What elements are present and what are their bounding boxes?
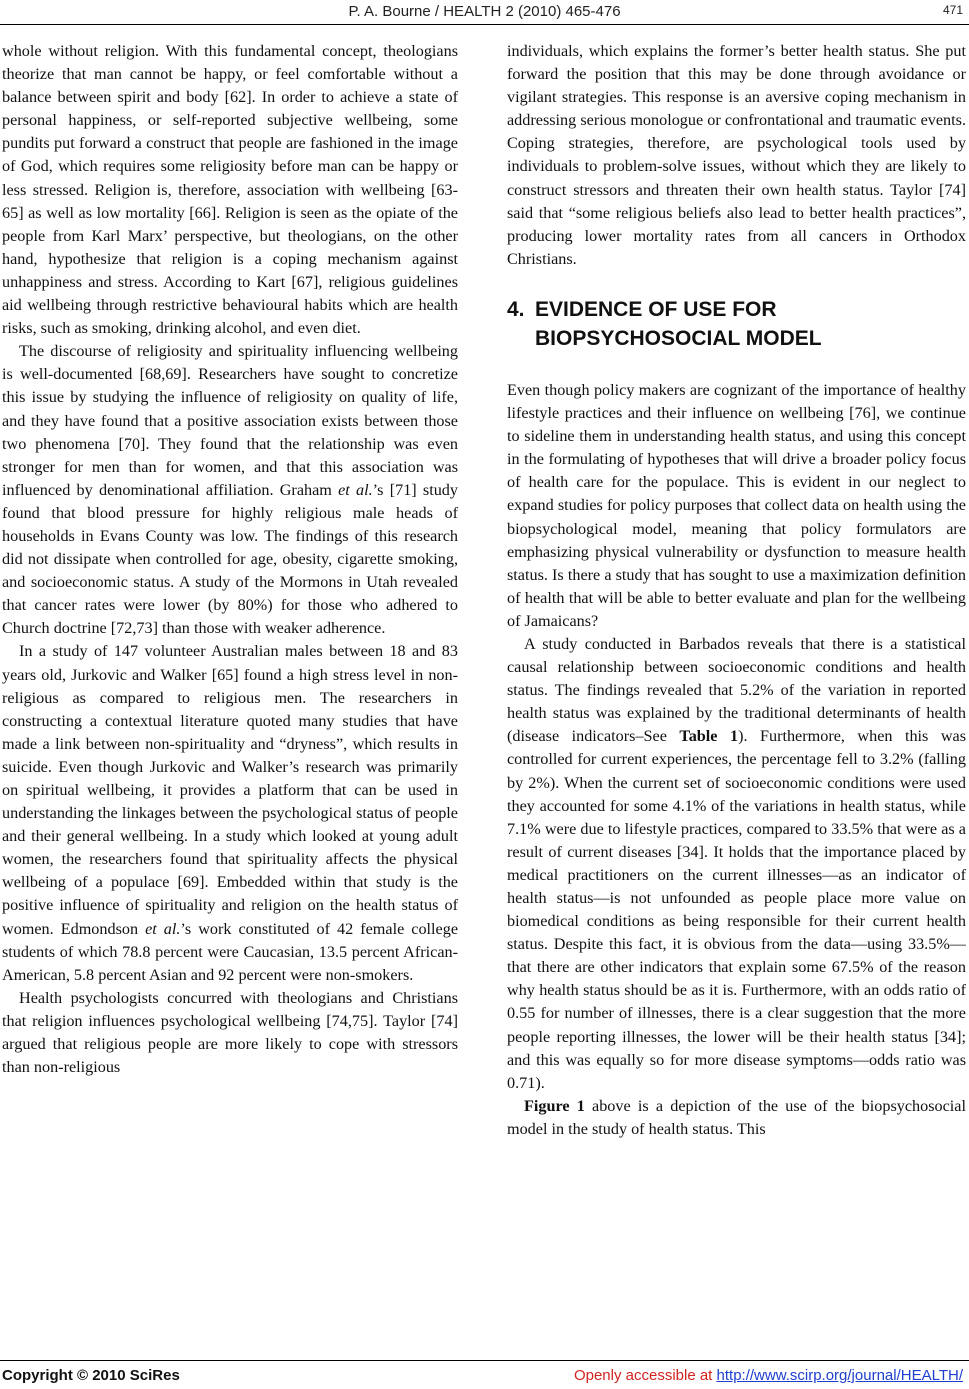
journal-link[interactable]: http://www.scirp.org/journal/HEALTH/ [716,1367,963,1384]
access-label: Openly accessible at [573,1367,717,1384]
paragraph-text: ’s work constituted of 42 female college students of which 78.8 percent were Caucasian, 13.5 percent African-American, 5.8 percent Asian and 92 percent were non-smokers. [2,919,458,984]
right-paragraph-3 [507,633,966,1095]
paragraph-text: ). Furthermore, when this was controlled for current experiences, the percentage fell to 3.2% (falling by 2%). When the current set of socioeconomic conditions were used they accounted for some 4.1% of the variations in health status, while 7.1% were due to lifestyle practices, compared to 33.5% that were as a result of current diseases [34]. It holds that the importance placed by medical practitioners on the current illnesses—as an indicator of health status—is not unfounded as people place more value on biomedical conditions as being responsible for their current health status. Despite this fact, it is obvious from the data—using 33.5%—that there are other indicators that explain some 67.5% of the reason why health status should be as it is. Furthermore, with an odds ratio of 0.55 for number of illnesses, there is a clear suggestion that the more people reporting illnesses, the lower will be their health status [34]; and this was equally so for more disease symptoms—odds ratio was 0.71). [507,727,966,1092]
header-rule [0,24,969,25]
right-paragraph-4 [507,1095,966,1141]
section-heading [507,295,966,353]
left-column [2,40,458,1079]
section-title: EVIDENCE OF USE FOR BIOPSYCHOSOCIAL MODEL [535,297,822,350]
page-number: 471 [942,3,963,17]
left-paragraph-3 [2,640,458,986]
left-paragraph-2 [2,340,458,640]
et-al-text: et al. [145,919,181,938]
paragraph-text: ’s [71] study found that blood pressure for highly religious male heads of households in Evans County was low. The findings of this research did not dissipate when controlled for age, obesity, cigarette smoking, and socioeconomic status. A study of the Mormons in Utah revealed that cancer rates were lower (by 80%) for those who adhered to Church doctrine [72,73] than those with weaker adherence. [2,480,458,638]
section-number: 4. [507,297,525,321]
left-paragraph-1: whole without religion. With this fundamental concept, theologians theorize that man cannot be happy, or feel comfortable without a balance between spirit and body [62]. In order to achieve a state of personal happiness, or self-reported subjective wellbeing, some pundits put forward a construct that people are fashioned in the image of God, which requires some religiosity before man can be happy or less stressed. Religion is, therefore, association with wellbeing [63-65] as well as low mortality [66]. Religion is seen as the opiate of the people from Karl Marx’ perspective, but theologians, on the other hand, hypothesize that religion is a coping mechanism against unhappiness and stress. According to Kart [67], religious guidelines aid wellbeing through restrictive behavioural habits which are health risks, such as smoking, drinking alcohol, and even diet. [2,42,458,338]
copyright-notice: Copyright © 2010 SciRes [2,1367,180,1384]
page-footer [0,1360,969,1389]
page-header [0,0,969,26]
footer-rule [0,1360,969,1361]
running-title: P. A. Bourne / HEALTH 2 (2010) 465-476 [348,3,621,20]
right-paragraph-2: Even though policy makers are cognizant of the importance of healthy lifestyle practices and their influence on wellbeing [76], we continue to sideline them in understanding health status, and using this concept in the formulating of hypotheses that will drive a broader policy focus of health care for the populace. This is evident in our neglect to expand studies for policy purposes that collect data on health using the biopsychological model, meaning that policy formulators are emphasizing physical vulnerability or dysfunction to measure health status. Is there a study that has sought to use a maximization definition of health that will be able to better evaluate and plan for the wellbeing of Jamaicans? [507,380,966,630]
paragraph-text: above is a depiction of the use of the biopsychosocial model in the study of health status. This [507,1096,966,1138]
table-reference[interactable]: Table 1 [679,727,739,746]
paragraph-text: A study conducted in Barbados reveals that there is a statistical causal relationship between socioeconomic conditions and health status. The findings revealed that 5.2% of the variation in reported health status was explained by the traditional determinants of health (disease indicators–See [507,634,966,746]
et-al-text: et al. [338,480,373,499]
paragraph-text: In a study of 147 volunteer Australian males between 18 and 83 years old, Jurkovic and Walker [65] found a high stress level in non-religious as compared to religious men. The researchers in constructing a contextual literature quoted many studies that have made a link between non-spirituality and “dryness”, which results in suicide. Even though Jurkovic and Walker’s research was primarily on spiritual wellbeing, it provides a platform that can be used in understanding the linkages between the psychological status of people and their general wellbeing. In a study which looked at young adult women, the researchers found that spirituality affects the physical wellbeing of a populace [69]. Embedded within that study is the positive influence of spirituality and religion on the health status of women. Edmondson [2,642,458,938]
left-paragraph-4: Health psychologists concurred with theologians and Christians that religion influences psychological wellbeing [74,75]. Taylor [74] argued that religious people are more likely to cope with stressors than non-religious [2,988,458,1077]
right-column [507,40,966,1141]
access-notice [574,1367,963,1384]
right-paragraph-1: individuals, which explains the former’s better health status. She put forward the position that this may be done through avoidance or vigilant strategies. This response is an aversive coping mechanism in addressing serious monologue or confrontational and traumatic events. Coping strategies, therefore, are psychological tools used by individuals to problem-solve issues, without which they are likely to construct stressors and threaten their own health status. Taylor [74] said that “some religious beliefs also lead to better health practices”, producing lower mortality rates from all cancers in Orthodox Christians. [507,42,966,268]
paragraph-text: The discourse of religiosity and spirituality influencing wellbeing is well-documented [68,69]. Researchers have sought to concretize this issue by studying the influence of religiosity on quality of life, and they have found that a positive association exists between those two phenomena [70]. They found that the relationship was even stronger for men than for women, and that this association was influenced by denominational affiliation. Graham [2,342,458,499]
figure-reference[interactable]: Figure 1 [524,1096,585,1115]
